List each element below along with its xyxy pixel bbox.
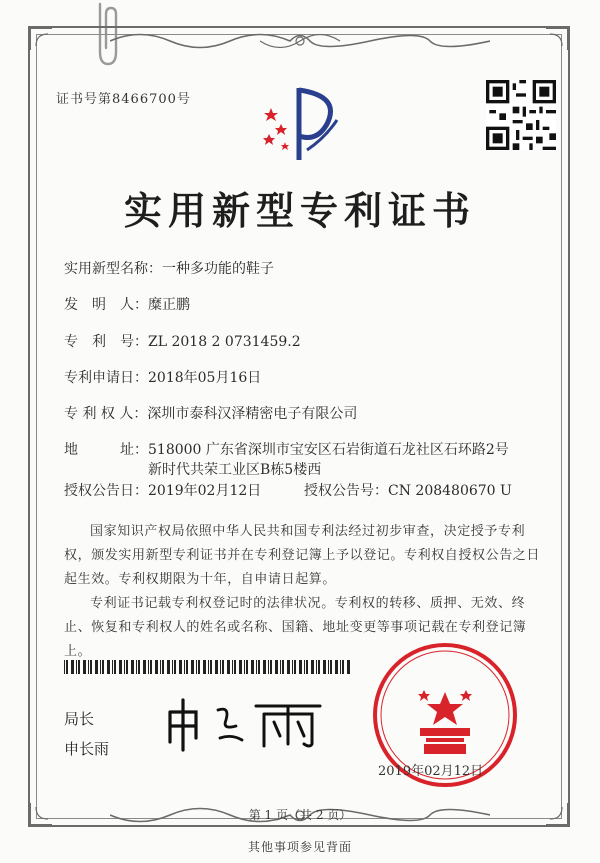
director-title: 局长 [64,710,95,728]
certificate-number: 证书号第8466700号 [56,92,191,107]
seal-date: 2019年02月12日 [378,764,484,779]
grant-statement: 国家知识产权局依照中华人民共和国专利法经过初步审查，决定授予专利权，颁发实用新型专利证书并在专利登记簿上予以登记。专利权自授权公告之日起生效。专利权期限为十年，自申请日起算。 [64,524,541,587]
field-inventor: 发 明 人：糜正鹏 [64,297,190,313]
barcode-icon [64,660,352,674]
page-number: 第 1 页（共 2 页） [248,808,352,822]
field-address-line-2: 新时代共荣工业区B栋5楼西 [148,462,322,478]
top-ornament [110,26,490,56]
certificate-title: 实用新型专利证书 [123,188,476,233]
corner-ornament-icon [544,26,570,52]
field-patentee: 专 利 权 人：深圳市泰科汉泽精密电子有限公司 [64,406,358,422]
announcement-number: 授权公告号：CN 208480670 U [304,483,512,499]
director-signature-icon [160,692,330,752]
field-patent-number: 专 利 号：ZL 2018 2 0731459.2 [64,334,301,350]
footer-note: 其他事项参见背面 [247,840,352,854]
field-address: 地 址：518000 广东省深圳市宝安区石岩街道石龙社区石环路2号 [64,442,509,458]
corner-ornament-icon [28,26,54,52]
legal-status-statement: 专利证书记载专利权登记时的法律状况。专利权的转移、质押、无效、终止、恢复和专利权人的姓名或名称、国籍、地址变更等事项记载在专利登记簿上。 [64,596,527,659]
cnipa-logo-icon [255,80,350,165]
director-name: 申长雨 [64,740,110,758]
announcement-date: 授权公告日：2019年02月12日 [64,483,262,499]
field-application-date: 专利申请日：2018年05月16日 [64,370,262,386]
field-utility-model-name: 实用新型名称：一种多功能的鞋子 [64,261,274,277]
qr-code-icon [486,80,556,150]
